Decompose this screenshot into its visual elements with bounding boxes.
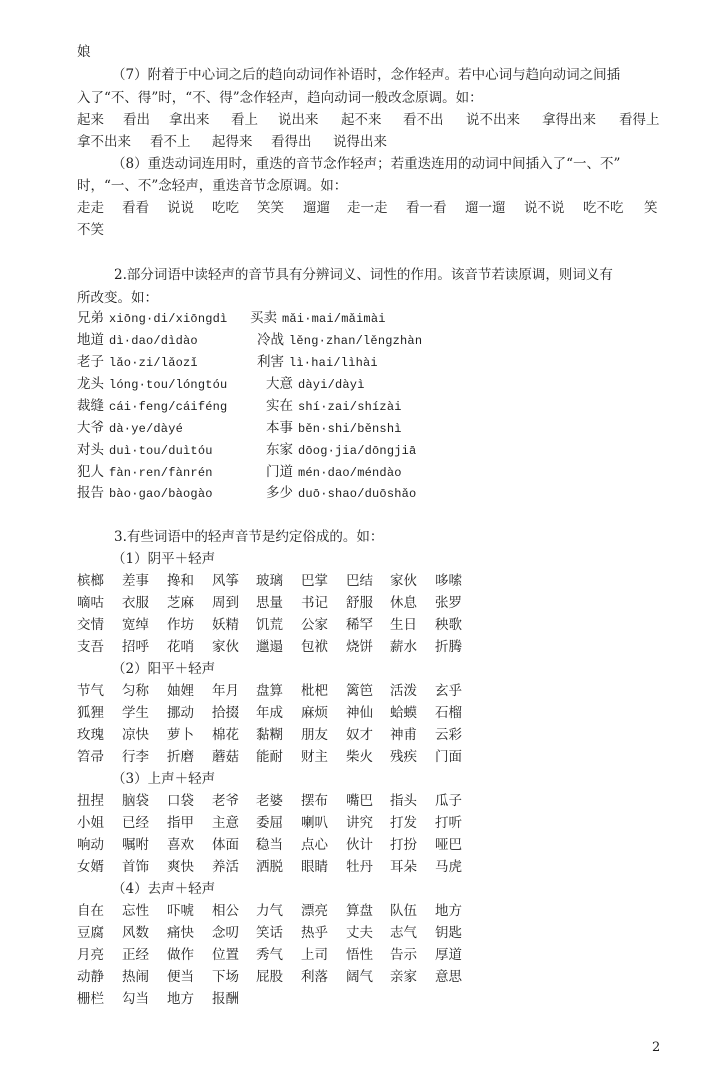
word: 拾掇 (212, 705, 239, 721)
pair-right: 实在 shí·zai/shízài (266, 398, 402, 414)
word: 豆腐 (77, 925, 104, 941)
word: 指头 (390, 793, 417, 809)
word: 神仙 (346, 705, 373, 721)
pair-right: 冷战 lěng·zhan/lěngzhàn (257, 332, 423, 348)
word: 公家 (301, 617, 328, 633)
word: 狐狸 (77, 705, 104, 721)
pair-left: 大爷 dà·ye/dàyé (77, 420, 184, 436)
section2-line1: 2.部分词语中读轻声的音节具有分辨词义、词性的作用。该音节若读原调，则词义有 (114, 267, 613, 283)
word: 屁股 (256, 969, 283, 985)
word: 门面 (435, 749, 462, 765)
word: 洒脱 (256, 859, 283, 875)
word: 勾当 (122, 991, 149, 1007)
word: 思量 (256, 595, 283, 611)
word: 周到 (212, 595, 239, 611)
word: 挪动 (167, 705, 194, 721)
word: 首饰 (122, 859, 149, 875)
word: 地方 (167, 991, 194, 1007)
example-word: 起来 (77, 112, 104, 128)
word: 舒服 (346, 595, 373, 611)
pair-left: 地道 dì·dao/dìdào (77, 332, 198, 348)
group3-title: （3）上声＋轻声 (112, 771, 216, 787)
group1-row (77, 637, 637, 657)
word: 宽绰 (122, 617, 149, 633)
word: 动静 (77, 969, 104, 985)
word: 残疾 (390, 749, 417, 765)
word: 便当 (167, 969, 194, 985)
word: 钥匙 (435, 925, 462, 941)
word: 花哨 (167, 639, 194, 655)
group3-row (77, 791, 637, 811)
example-word: 拿出来 (169, 112, 210, 128)
group4-row (77, 901, 637, 921)
word: 行李 (122, 749, 149, 765)
word: 年月 (212, 683, 239, 699)
word: 风筝 (212, 573, 239, 589)
example-word: 看得上 (619, 112, 660, 128)
word: 力气 (256, 903, 283, 919)
word: 利落 (301, 969, 328, 985)
word: 家伙 (212, 639, 239, 655)
word: 嘱咐 (122, 837, 149, 853)
example-word: 吃不吃 (583, 200, 624, 216)
word: 节气 (77, 683, 104, 699)
word: 养活 (212, 859, 239, 875)
word: 正经 (122, 947, 149, 963)
word: 口袋 (167, 793, 194, 809)
word: 活泼 (390, 683, 417, 699)
pair-right: 门道 mén·dao/méndào (266, 464, 402, 480)
group2-row (77, 725, 637, 745)
pair-left: 犯人 fàn·ren/fànrén (77, 464, 213, 480)
word: 瓜子 (435, 793, 462, 809)
word: 包袱 (301, 639, 328, 655)
word: 打听 (435, 815, 462, 831)
word: 作坊 (167, 617, 194, 633)
word: 讲究 (346, 815, 373, 831)
word: 哆嗦 (435, 573, 462, 589)
word: 喜欢 (167, 837, 194, 853)
word: 念叨 (212, 925, 239, 941)
word: 妖精 (212, 617, 239, 633)
group2-row (77, 681, 637, 701)
word: 月亮 (77, 947, 104, 963)
word: 亲家 (390, 969, 417, 985)
word: 奴才 (346, 727, 373, 743)
example-word: 看得出 (271, 134, 312, 150)
pair-left: 龙头 lóng·tou/lóngtóu (77, 376, 228, 392)
word: 石榴 (435, 705, 462, 721)
word: 脑袋 (122, 793, 149, 809)
word: 烧饼 (346, 639, 373, 655)
word: 邋遢 (256, 639, 283, 655)
word: 热乎 (301, 925, 328, 941)
word: 自在 (77, 903, 104, 919)
pair-right: 多少 duō·shao/duōshǎo (266, 485, 417, 501)
word: 朋友 (301, 727, 328, 743)
word: 点心 (301, 837, 328, 853)
word: 摆布 (301, 793, 328, 809)
rule8-line2: 时，“一、不”念轻声，重迭音节念原调。如： (77, 178, 348, 194)
word: 指甲 (167, 815, 194, 831)
word: 妯娌 (167, 683, 194, 699)
rule8-line1: （8）重迭动词连用时，重迭的音节念作轻声；若重迭连用的动词中间插入了“一、不” (112, 156, 621, 172)
word: 打扮 (390, 837, 417, 853)
word: 志气 (390, 925, 417, 941)
example-word: 看出 (123, 112, 150, 128)
word: 麻烦 (301, 705, 328, 721)
word: 槟榔 (77, 573, 104, 589)
word: 伙计 (346, 837, 373, 853)
word: 折腾 (435, 639, 462, 655)
group1-row (77, 593, 637, 613)
word: 支吾 (77, 639, 104, 655)
word: 热闹 (122, 969, 149, 985)
word: 响动 (77, 837, 104, 853)
word: 眼睛 (301, 859, 328, 875)
word: 云彩 (435, 727, 462, 743)
word: 玫瑰 (77, 727, 104, 743)
word: 张罗 (435, 595, 462, 611)
word: 生日 (390, 617, 417, 633)
word: 女婿 (77, 859, 104, 875)
group2-row (77, 703, 637, 723)
word: 饥荒 (256, 617, 283, 633)
word: 风数 (122, 925, 149, 941)
word: 巴掌 (301, 573, 328, 589)
example-word: 看一看 (406, 200, 447, 216)
word: 下场 (212, 969, 239, 985)
word: 哑巴 (435, 837, 462, 853)
group2-title: （2）阳平＋轻声 (112, 661, 216, 677)
example-word: 起得来 (212, 134, 253, 150)
word: 搀和 (167, 573, 194, 589)
continuation-text: 娘 (77, 44, 91, 60)
word: 学生 (122, 705, 149, 721)
word: 厚道 (435, 947, 462, 963)
word: 年成 (256, 705, 283, 721)
word: 休息 (390, 595, 417, 611)
word: 匀称 (122, 683, 149, 699)
pair-right: 大意 dàyi/dàyì (266, 376, 365, 392)
word: 神甫 (390, 727, 417, 743)
word: 丈夫 (346, 925, 373, 941)
example-word: 看上 (231, 112, 258, 128)
word: 巴结 (346, 573, 373, 589)
word: 算盘 (346, 903, 373, 919)
example-word: 说不出来 (466, 112, 520, 128)
pair-right: 利害 lì·hai/lìhài (257, 354, 378, 370)
word: 吓唬 (167, 903, 194, 919)
word: 喇叭 (301, 815, 328, 831)
group4-row (77, 967, 637, 987)
group2-row (77, 747, 637, 767)
group1-title: （1）阴平＋轻声 (112, 551, 216, 567)
word: 栅栏 (77, 991, 104, 1007)
example-word: 走一走 (347, 200, 388, 216)
example-word: 笑 (644, 200, 658, 216)
group3-row (77, 813, 637, 833)
word: 招呼 (122, 639, 149, 655)
pair-left: 报告 bào·gao/bàogào (77, 485, 213, 501)
word: 芝麻 (167, 595, 194, 611)
word: 主意 (212, 815, 239, 831)
word: 漂亮 (301, 903, 328, 919)
word: 折磨 (167, 749, 194, 765)
example-word: 看不出 (403, 112, 444, 128)
word: 家伙 (390, 573, 417, 589)
word: 秧歌 (435, 617, 462, 633)
word: 盘算 (256, 683, 283, 699)
group3-row (77, 835, 637, 855)
word: 财主 (301, 749, 328, 765)
example-word: 遛一遛 (465, 200, 506, 216)
word: 差事 (122, 573, 149, 589)
word: 做作 (167, 947, 194, 963)
pair-left: 兄弟 xiōng·di/xiōngdì (77, 310, 228, 326)
pair-left: 老子 lǎo·zi/lǎozǐ (77, 354, 198, 370)
word: 凉快 (122, 727, 149, 743)
word: 扭捏 (77, 793, 104, 809)
example-word: 遛遛 (303, 200, 330, 216)
example-word: 说说 (167, 200, 194, 216)
word: 玻璃 (256, 573, 283, 589)
rule8-examples-row2: 不笑 (77, 222, 104, 238)
word: 玄乎 (435, 683, 462, 699)
rule7-line1: （7）附着于中心词之后的趋向动词作补语时，念作轻声。若中心词与趋向动词之间插 (112, 67, 621, 83)
word: 意思 (435, 969, 462, 985)
word: 棉花 (212, 727, 239, 743)
word: 稀罕 (346, 617, 373, 633)
pair-right: 东家 dōog·jia/dōngjiā (266, 442, 417, 458)
word: 痛快 (167, 925, 194, 941)
word: 老婆 (256, 793, 283, 809)
pair-left: 裁缝 cái·feng/cáiféng (77, 398, 228, 414)
word: 耳朵 (390, 859, 417, 875)
rule7-examples-row1 (77, 110, 677, 130)
word: 相公 (212, 903, 239, 919)
word: 阔气 (346, 969, 373, 985)
word: 能耐 (256, 749, 283, 765)
group3-row (77, 857, 637, 877)
word: 衣服 (122, 595, 149, 611)
word: 马虎 (435, 859, 462, 875)
word: 书记 (301, 595, 328, 611)
word: 柴火 (346, 749, 373, 765)
group4-title: （4）去声＋轻声 (112, 881, 216, 897)
word: 黏糊 (256, 727, 283, 743)
example-word: 吃吃 (212, 200, 239, 216)
group4-row (77, 989, 637, 1009)
word: 篱笆 (346, 683, 373, 699)
word: 委屈 (256, 815, 283, 831)
word: 枇杷 (301, 683, 328, 699)
rule7-examples-row2 (77, 132, 677, 152)
word: 蛤蟆 (390, 705, 417, 721)
word: 告示 (390, 947, 417, 963)
word: 报酬 (212, 991, 239, 1007)
word: 嘴巴 (346, 793, 373, 809)
pair-left: 对头 duì·tou/duìtóu (77, 442, 213, 458)
group4-row (77, 923, 637, 943)
example-word: 说得出来 (333, 134, 387, 150)
section2-line2: 所改变。如： (77, 290, 158, 306)
example-word: 说出来 (278, 112, 319, 128)
group1-row (77, 615, 637, 635)
word: 笑话 (256, 925, 283, 941)
word: 上司 (301, 947, 328, 963)
word: 忘性 (122, 903, 149, 919)
example-word: 拿得出来 (542, 112, 596, 128)
example-word: 起不来 (341, 112, 382, 128)
section3-heading: 3.有些词语中的轻声音节是约定俗成的。如： (114, 529, 384, 545)
example-word: 说不说 (524, 200, 565, 216)
pair-right: 买卖 mǎi·mai/mǎimài (250, 310, 386, 326)
word: 牡丹 (346, 859, 373, 875)
rule7-line2: 入了“不、得”时，“不、得”念作轻声，趋向动词一般改念原调。如： (77, 90, 483, 106)
example-word: 拿不出来 (77, 134, 131, 150)
example-word: 笑笑 (257, 200, 284, 216)
group4-row (77, 945, 637, 965)
word: 稳当 (256, 837, 283, 853)
word: 体面 (212, 837, 239, 853)
word: 老爷 (212, 793, 239, 809)
word: 爽快 (167, 859, 194, 875)
word: 薪水 (390, 639, 417, 655)
word: 位置 (212, 947, 239, 963)
word: 打发 (390, 815, 417, 831)
word: 笤帚 (77, 749, 104, 765)
pair-right: 本事 běn·shi/běnshì (266, 420, 402, 436)
word: 小姐 (77, 815, 104, 831)
word: 队伍 (390, 903, 417, 919)
example-word: 看看 (122, 200, 149, 216)
group1-row (77, 571, 637, 591)
example-word: 走走 (77, 200, 104, 216)
word: 嘀咕 (77, 595, 104, 611)
word: 蘑菇 (212, 749, 239, 765)
rule8-examples-row1 (77, 198, 677, 218)
word: 已经 (122, 815, 149, 831)
word: 秀气 (256, 947, 283, 963)
word: 交情 (77, 617, 104, 633)
example-word: 看不上 (150, 134, 191, 150)
word: 悟性 (346, 947, 373, 963)
page-number: 2 (652, 1040, 661, 1055)
word: 萝卜 (167, 727, 194, 743)
word: 地方 (435, 903, 462, 919)
